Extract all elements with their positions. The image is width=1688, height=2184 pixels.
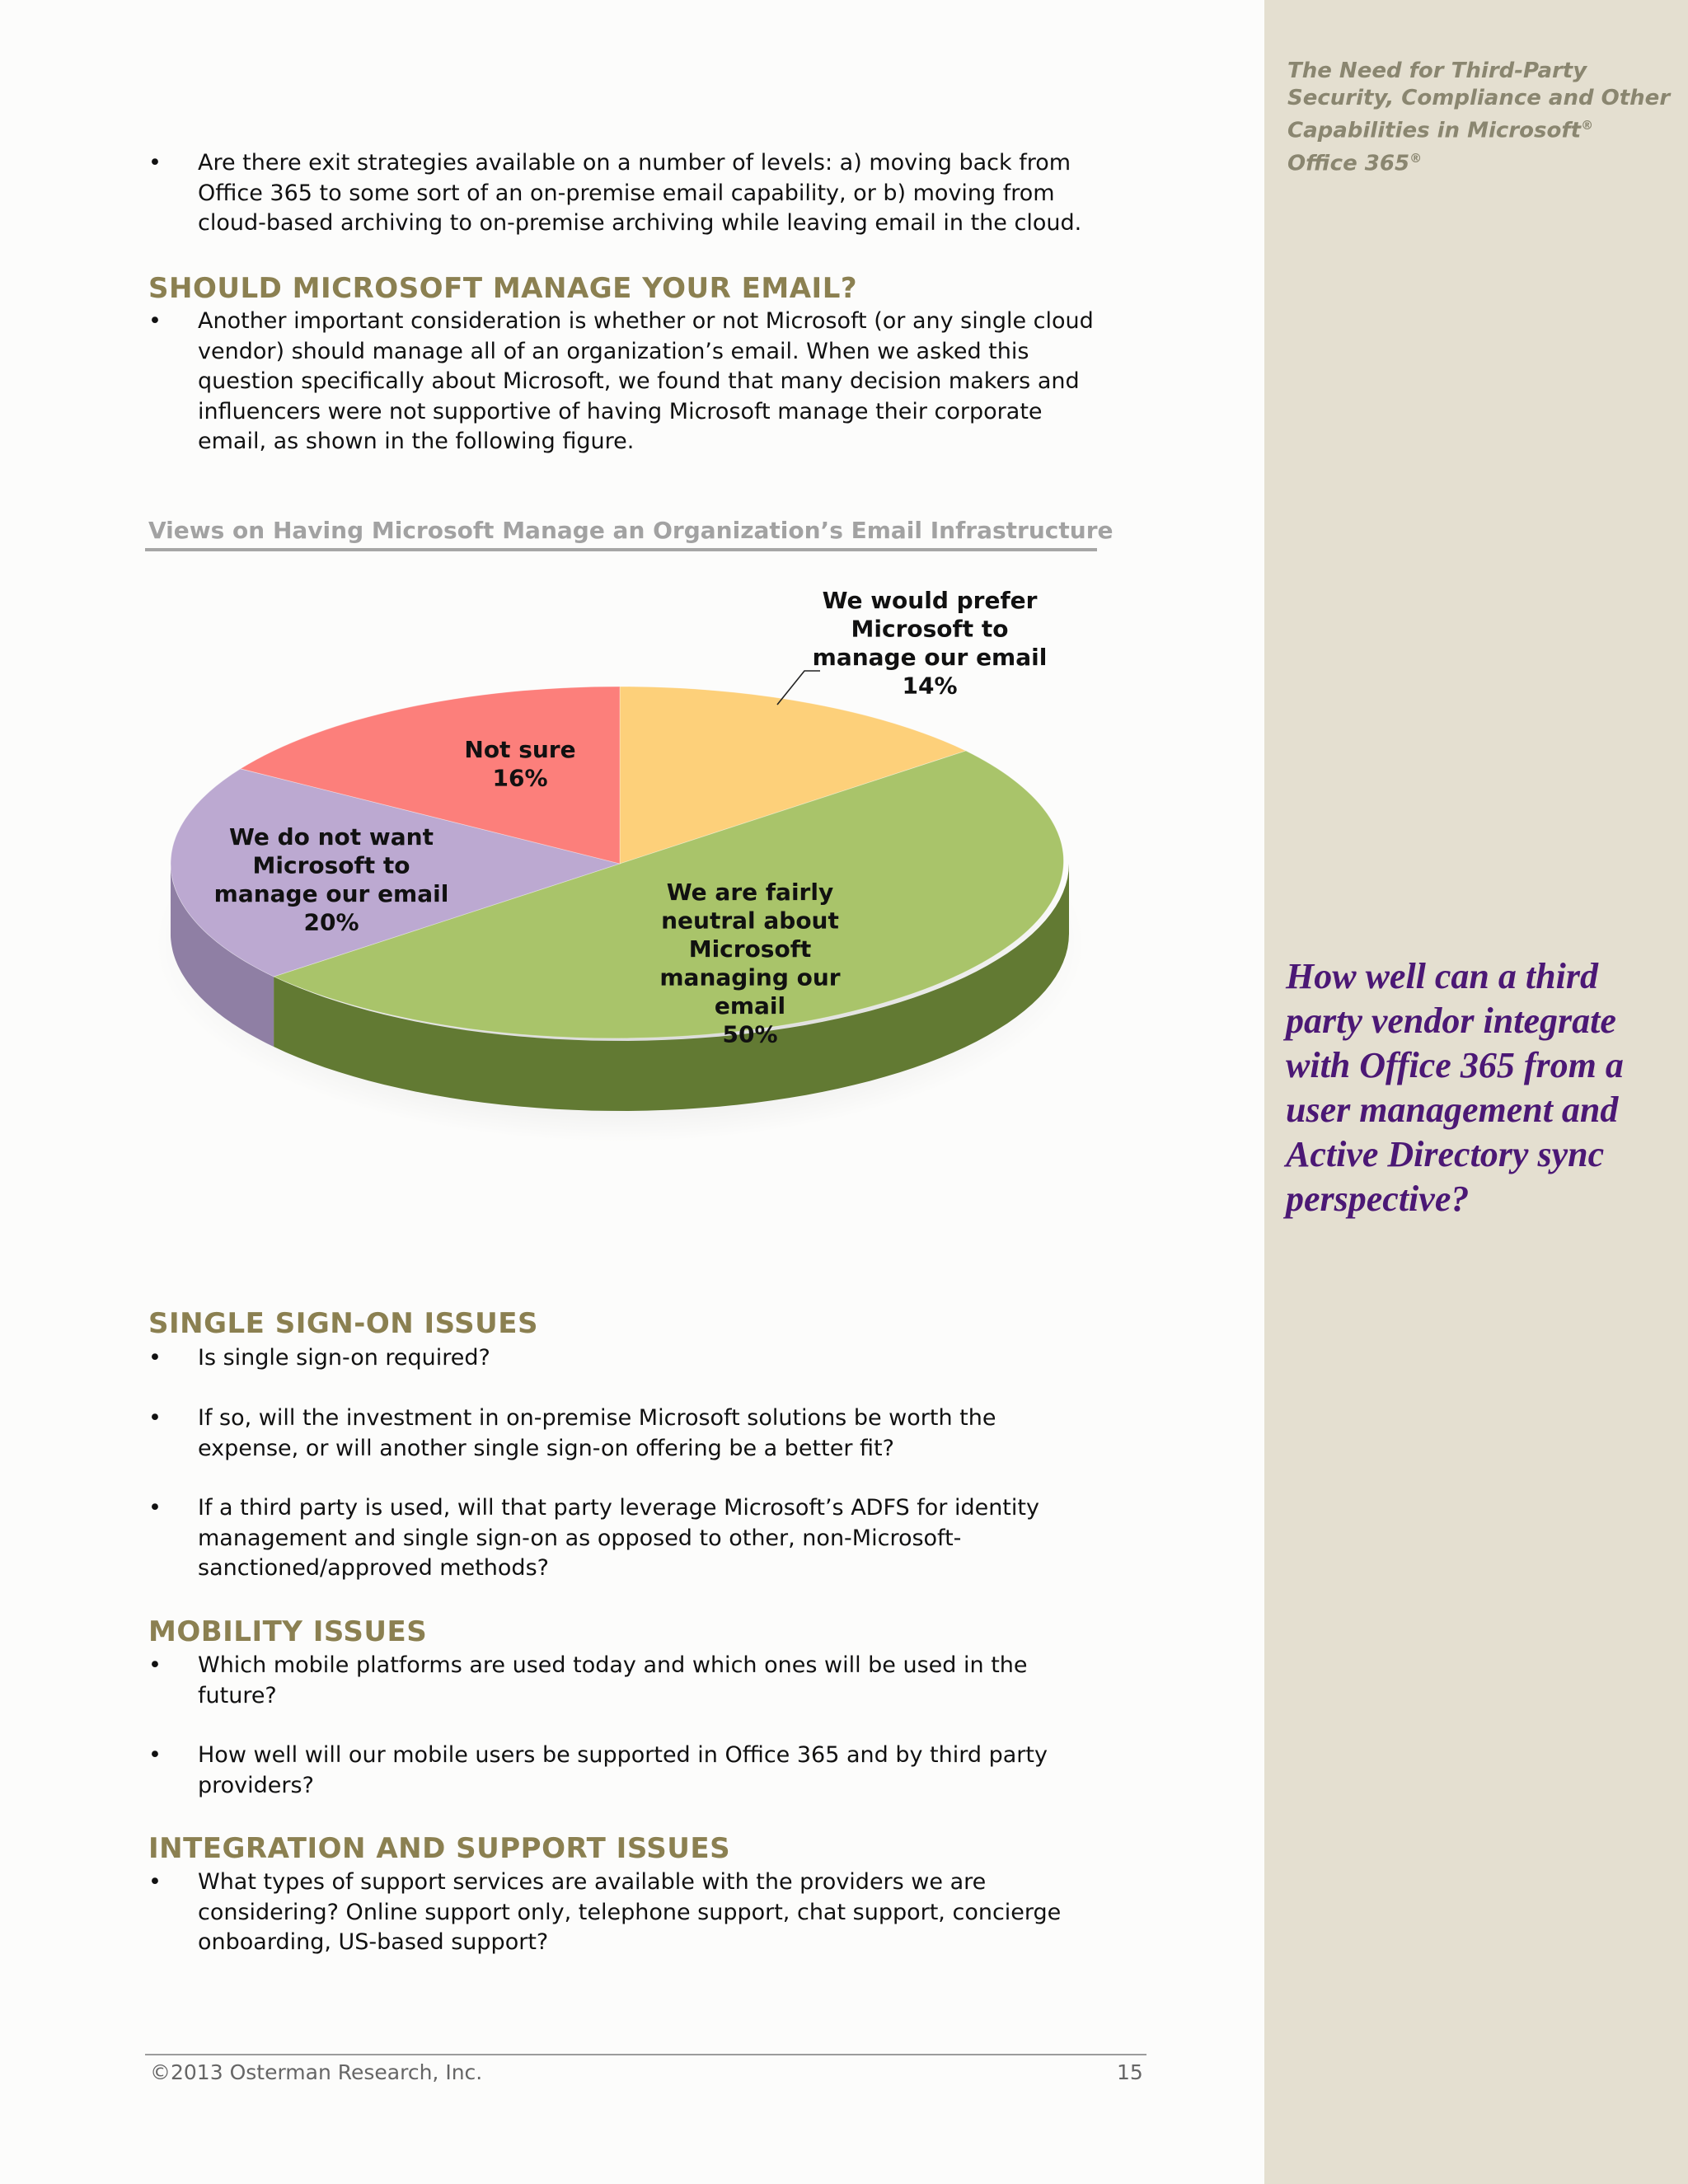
bullet-support-services <box>148 1868 1096 1958</box>
bullet-glyph: • <box>148 1869 162 1895</box>
bullet-glyph: • <box>148 1345 162 1371</box>
footer-rule <box>145 2054 1146 2055</box>
heading-manage-email: SHOULD MICROSOFT MANAGE YOUR EMAIL? <box>148 272 858 305</box>
footer-copyright: ©2013 Osterman Research, Inc. <box>150 2060 483 2084</box>
pie-category-label: We are fairly <box>666 879 834 906</box>
bullet-text: What types of support services are available with the providers we are considering? Online support only, telephone support, chat support, concierge onboarding, US-based support? <box>198 1869 1062 1955</box>
pie-category-label: email <box>714 992 786 1019</box>
sidebar <box>1264 0 1688 2184</box>
running-title-text: Capabilities in Microsoft <box>1287 118 1582 143</box>
bullet-glyph: • <box>148 1652 162 1678</box>
figure-title-rule <box>145 548 1097 551</box>
pie-percent-label: 14% <box>902 672 958 700</box>
pull-quote: How well can a third party vendor integrate with Office 365 from a user management and Active Directory sync perspective? <box>1286 956 1624 1219</box>
bullet-sso-third-party <box>148 1493 1096 1584</box>
footer-page-number: 15 <box>1117 2060 1143 2084</box>
bullet-text: If so, will the investment in on-premise Microsoft solutions be worth the expense, or will another single sign-on offering be a better fit? <box>198 1405 996 1461</box>
pie-category-label: We do not want <box>228 823 434 851</box>
bullet-text: Is single sign-on required? <box>198 1345 490 1371</box>
running-title-text: Office 365 <box>1287 151 1410 176</box>
pie-category-label: Microsoft to <box>851 615 1009 643</box>
running-title <box>1287 58 1675 177</box>
bullet-text: How well will our mobile users be supported in Office 365 and by third party providers? <box>198 1742 1048 1798</box>
heading-single-sign-on: SINGLE SIGN-ON ISSUES <box>148 1307 538 1340</box>
bullet-text: Which mobile platforms are used today and which ones will be used in the future? <box>198 1652 1028 1708</box>
pie-chart-svg <box>144 569 1100 1277</box>
pie-percent-label: 16% <box>492 764 548 792</box>
bullet-glyph: • <box>148 308 162 334</box>
pie-category-label: manage our email <box>213 880 449 907</box>
bullet-sso-investment <box>148 1404 1096 1464</box>
bullet-glyph: • <box>148 1405 162 1431</box>
bullet-sso-required <box>148 1343 1096 1374</box>
registered-mark: ® <box>1581 118 1594 133</box>
bullet-manage-email <box>148 307 1096 457</box>
pie-chart <box>144 569 1100 1277</box>
running-title-line <box>1287 112 1675 145</box>
running-title-line <box>1287 145 1675 178</box>
pie-category-label: Not sure <box>464 736 576 763</box>
bullet-glyph: • <box>148 1495 162 1521</box>
registered-mark: ® <box>1409 150 1423 166</box>
pie-category-label: neutral about <box>661 907 839 935</box>
bullet-exit-strategies <box>148 148 1096 239</box>
bullet-text: Another important consideration is whether or not Microsoft (or any single cloud vendor) should manage all of an organization’s email. When we asked this question specifically about Microsoft, we found that many decision makers and influencers were not supportive of having Microsoft manage their corporate email, as shown in the following figure. <box>198 308 1094 454</box>
pie-category-label: manage our email <box>812 644 1048 671</box>
running-title-line: Security, Compliance and Other <box>1287 86 1671 110</box>
bullet-text: If a third party is used, will that party leverage Microsoft’s ADFS for identity management and single sign-on as opposed to other, non-Microsoft-sanctioned/approved methods? <box>198 1495 1039 1581</box>
pie-category-label: We would prefer <box>822 587 1038 614</box>
pie-category-label: Microsoft to <box>252 851 410 879</box>
pie-category-label: managing our <box>659 963 841 991</box>
bullet-glyph: • <box>148 1742 162 1768</box>
running-title-line: The Need for Third-Party <box>1287 59 1587 83</box>
bullet-mobile-platforms <box>148 1651 1096 1711</box>
pie-category-label: Microsoft <box>688 935 812 963</box>
bullet-glyph: • <box>148 150 162 176</box>
bullet-text: Are there exit strategies available on a number of levels: a) moving back from Office 365 to some sort of an on-premise email capability, or b) moving from cloud-based archiving to on-premise archiving while leaving email in the cloud. <box>198 150 1082 236</box>
bullet-mobile-support <box>148 1741 1096 1801</box>
heading-mobility: MOBILITY ISSUES <box>148 1615 428 1648</box>
pie-percent-label: 50% <box>722 1020 778 1048</box>
heading-integration-support: INTEGRATION AND SUPPORT ISSUES <box>148 1832 731 1865</box>
figure-title: Views on Having Microsoft Manage an Organization’s Email Infrastructure <box>148 517 1114 544</box>
pie-percent-label: 20% <box>303 908 359 936</box>
